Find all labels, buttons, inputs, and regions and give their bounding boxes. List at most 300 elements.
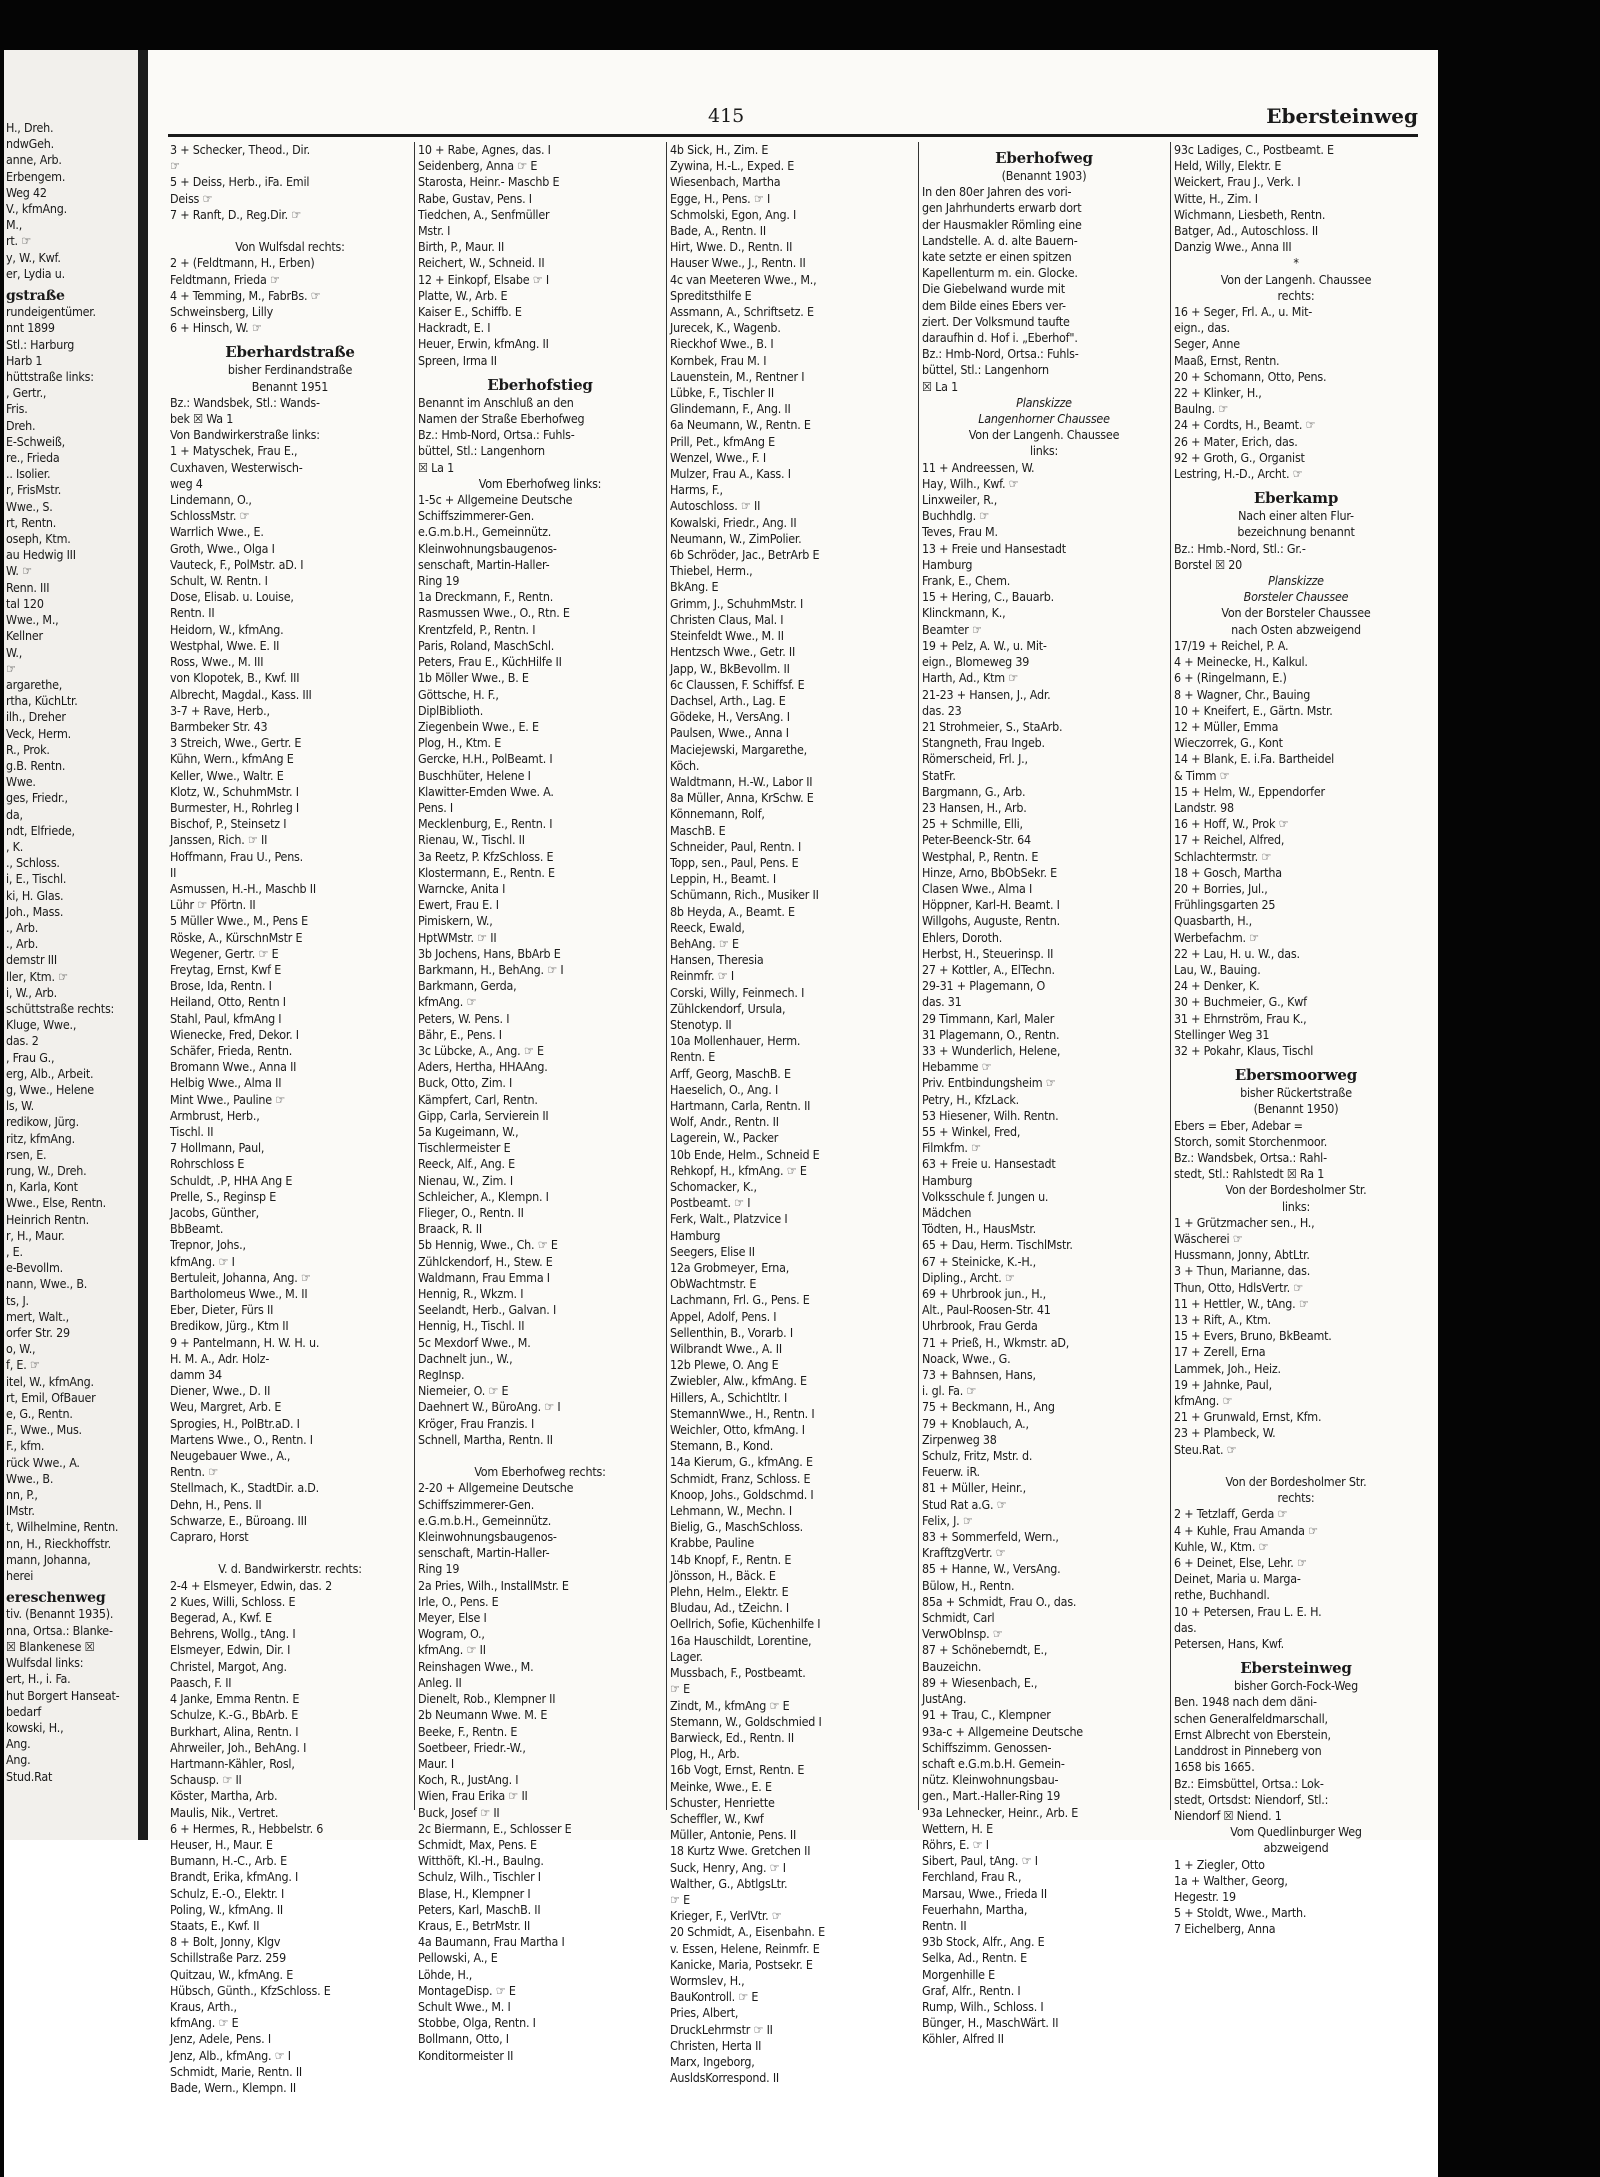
directory-entry: Schnell, Martha, Rentn. II (418, 1431, 553, 1447)
directory-entry: das. 2 (6, 1033, 39, 1049)
directory-entry: Die Giebelwand wurde mit (922, 281, 1065, 297)
directory-entry: Röske, A., KürschnMstr E (170, 929, 303, 945)
directory-entry: 26 + Mater, Erich, das. (1174, 433, 1298, 449)
directory-entry: .. Isolier. (6, 466, 51, 482)
directory-entry: 17 + Reichel, Alfred, (1174, 832, 1285, 848)
directory-entry: 2-20 + Allgemeine Deutsche (418, 1480, 574, 1496)
directory-entry: Birth, P., Maur. II (418, 239, 505, 255)
directory-entry: Sellenthin, B., Vorarb. I (670, 1324, 793, 1340)
directory-entry: kfmAng. ☞ E (170, 2015, 239, 2031)
directory-entry: 4a Baumann, Frau Martha I (418, 1934, 565, 1950)
directory-entry: 18 Kurtz Wwe. Gretchen II (670, 1843, 811, 1859)
directory-entry: Ring 19 (418, 1561, 460, 1577)
directory-entry: 14 + Blank, E. i.Fa. Bartheidel (1174, 751, 1335, 767)
directory-entry: 3 + Schecker, Theod., Dir. (170, 142, 311, 157)
directory-entry: Kuhle, W., Ktm. ☞ (1174, 1538, 1269, 1554)
directory-entry: Wien, Frau Erika ☞ II (418, 1788, 528, 1804)
directory-entry: 33 + Wunderlich, Helene, (922, 1042, 1061, 1058)
directory-entry: erg, Alb., Arbeit. (6, 1065, 94, 1081)
directory-entry: Hebamme ☞ (922, 1059, 992, 1075)
directory-entry: i, E., Tischl. (6, 871, 67, 887)
directory-entry: 8a Müller, Anna, KrSchw. E (670, 790, 814, 806)
directory-entry: Waldmann, Frau Emma I (418, 1269, 550, 1285)
directory-entry: Prill, Pet., kfmAng E (670, 433, 775, 449)
directory-entry: 1-5c + Allgemeine Deutsche (418, 492, 573, 508)
directory-entry: Capraro, Horst (170, 1529, 249, 1545)
directory-entry: Tödten, H., HausMstr. (922, 1221, 1036, 1237)
directory-entry: Bz.: Wandsbek, Stl.: Wands- (170, 394, 320, 410)
directory-entry: 87 + Schöneberndt, E., (922, 1642, 1048, 1658)
directory-entry: Buck, Josef ☞ II (418, 1804, 500, 1820)
directory-entry: Schiffszimmerer-Gen. (418, 508, 535, 524)
directory-entry: Sibert, Paul, tAng. ☞ I (922, 1853, 1038, 1869)
directory-entry: Lindemann, O., (170, 492, 252, 508)
directory-entry: Ross, Wwe., M. III (170, 654, 264, 670)
directory-entry: 27 + Kottler, A., ElTechn. (922, 961, 1055, 977)
directory-entry: MaschB. E (670, 822, 726, 838)
directory-entry: W., (6, 644, 23, 660)
directory-entry: Peter-Beenck-Str. 64 (922, 832, 1031, 848)
directory-entry: Seelandt, Herb., Galvan. I (418, 1302, 557, 1318)
directory-entry: , Frau G., (6, 1049, 55, 1065)
directory-entry: 9 + Pantelmann, H. W. H. u. (170, 1334, 320, 1350)
directory-entry: 6 + (Ringelmann, E.) (1174, 670, 1287, 686)
directory-entry (170, 223, 410, 239)
street-heading: Eberhofweg (995, 149, 1093, 167)
directory-entry: Hentzsch Wwe., Getr. II (670, 644, 796, 660)
directory-entry: der Hausmakler Römling eine (922, 216, 1082, 232)
directory-entry: ☒ La 1 (922, 378, 959, 394)
directory-entry: Asmussen, H.-H., Maschb II (170, 880, 316, 896)
directory-entry: 14b Knopf, F., Rentn. E (670, 1551, 792, 1567)
directory-entry: 10 + Kneifert, E., Gärtn. Mstr. (1174, 702, 1333, 718)
directory-entry: 1 + Matyschek, Frau E., (170, 443, 298, 459)
directory-entry: Koch, R., JustAng. I (418, 1772, 519, 1788)
directory-entry: 92 + Groth, G., Organist (1174, 449, 1305, 465)
directory-entry: au Hedwig III (6, 547, 76, 563)
directory-entry: Pimiskern, W., (418, 913, 493, 929)
directory-entry: Lau, W., Bauing. (1174, 961, 1261, 977)
directory-entry: Ang. (6, 1752, 31, 1768)
directory-entry: Stenotyp. II (670, 1016, 732, 1032)
directory-entry: Joh., Mass. (6, 903, 64, 919)
directory-entry: Burmester, H., Rohrleg I (170, 799, 299, 815)
directory-entry: Neugebauer Wwe., A., (170, 1448, 291, 1464)
directory-entry: 75 + Beckmann, H., Ang (922, 1399, 1055, 1415)
directory-entry: Bromann Wwe., Anna II (170, 1059, 297, 1075)
directory-entry: 10 + Petersen, Frau L. E. H. (1174, 1603, 1322, 1619)
column-divider (918, 142, 919, 1810)
directory-entry: rt, Rentn. (6, 514, 57, 530)
directory-entry: demstr III (6, 952, 57, 968)
directory-entry: Hegestr. 19 (1174, 1888, 1236, 1904)
directory-entry: 3-7 + Rave, Herb., (170, 702, 270, 718)
directory-entry: F., kfm. (6, 1438, 45, 1454)
directory-entry (170, 1545, 410, 1561)
directory-entry: Röhrs, E. ☞ I (922, 1836, 989, 1852)
directory-entry: 93a Lehnecker, Heinr., Arb. E (922, 1804, 1079, 1820)
directory-entry: 24 + Denker, K. (1174, 978, 1260, 994)
section-note: links: (1281, 1198, 1311, 1214)
directory-entry: Hennig, R., Wkzm. I (418, 1286, 524, 1302)
directory-entry: Plog, H., Arb. (670, 1746, 740, 1762)
directory-entry: 5 Müller Wwe., M., Pens E (170, 913, 308, 929)
directory-entry: Weu, Margret, Arb. E (170, 1399, 282, 1415)
directory-entry: , E. (6, 1244, 23, 1260)
directory-entry: V., kfmAng. (6, 201, 67, 217)
directory-entry: 71 + Prieß, H., Wkmstr. aD, (922, 1334, 1070, 1350)
directory-entry: Dachsel, Arth., Lag. E (670, 692, 786, 708)
directory-entry: Wettern, H. E (922, 1820, 993, 1836)
directory-entry: , K. (6, 838, 24, 854)
directory-entry: Sprogies, H., PolBtr.aD. I (170, 1415, 300, 1431)
directory-entry: Platte, W., Arb. E (418, 287, 508, 303)
directory-entry: das. 31 (922, 994, 962, 1010)
directory-entry: f, E. ☞ (6, 1357, 40, 1373)
directory-entry: gen., Mart.-Haller-Ring 19 (922, 1788, 1061, 1804)
directory-entry: ki, H. Glas. (6, 887, 64, 903)
directory-entry: Kapellenturm m. ein. Glocke. (922, 265, 1078, 281)
directory-entry: Niemeier, O. ☞ E (418, 1383, 509, 1399)
directory-entry: BauKontroll. ☞ E (670, 1989, 759, 2005)
directory-entry: büttel, Stl.: Langenhorn (922, 362, 1049, 378)
directory-entry: Ewert, Frau E. I (418, 897, 499, 913)
directory-entry: Lübke, F., Tischler II (670, 385, 774, 401)
directory-entry: Harb 1 (6, 352, 43, 368)
directory-entry: Bz.: Wandsbek, Ortsa.: Rahl- (1174, 1149, 1327, 1165)
directory-entry: Schweinsberg, Lilly (170, 304, 273, 320)
directory-entry: kate setzte er einen spitzen (922, 249, 1072, 265)
directory-entry: g.B. Rentn. (6, 757, 66, 773)
directory-entry: 14a Kierum, G., kfmAng. E (670, 1454, 813, 1470)
directory-entry: RegInsp. (418, 1367, 465, 1383)
directory-entry: Schomacker, K., (670, 1179, 757, 1194)
directory-entry: damm 34 (170, 1367, 222, 1383)
section-note: abzweigend (1263, 1840, 1329, 1856)
directory-entry: BkAng. E (670, 579, 719, 595)
directory-entry: Stud Rat a.G. ☞ (922, 1496, 1007, 1512)
directory-entry: Corski, Willy, Feinmech. I (670, 984, 805, 1000)
directory-entry: Schmidt, Max, Pens. E (418, 1836, 537, 1852)
directory-entry: Wormslev, H., (670, 1972, 745, 1988)
directory-entry: Lehmann, W., Mechn. I (670, 1503, 792, 1519)
directory-entry: Lühr ☞ Pförtn. II (170, 897, 256, 913)
directory-entry: Peters, Karl, MaschB. II (418, 1901, 541, 1917)
directory-entry: kfmAng. ☞ I (170, 1253, 235, 1269)
directory-entry: 1a Dreckmann, F., Rentn. (418, 589, 554, 605)
directory-entry: Janssen, Rich. ☞ II (170, 832, 268, 848)
directory-entry: Namen der Straße Eberhofweg (418, 411, 585, 427)
directory-entry: Filmkfm. ☞ (922, 1140, 981, 1156)
directory-entry: Kanicke, Maria, Postsekr. E (670, 1956, 813, 1972)
directory-entry: Burkhart, Alina, Rentn. I (170, 1723, 299, 1739)
directory-entry: e.G.m.b.H., Gemeinnütz. (418, 1512, 552, 1528)
directory-entry: 24 + Cordts, H., Beamt. ☞ (1174, 417, 1316, 433)
directory-entry: Jenz, Alb., kfmAng. ☞ I (170, 2047, 291, 2063)
directory-entry: 1 + Grützmacher sen., H., (1174, 1214, 1315, 1230)
directory-entry: ☞ (6, 660, 16, 676)
directory-entry: das. 23 (922, 702, 962, 718)
directory-column-1 (170, 142, 410, 2095)
directory-entry: 29-31 + Plagemann, O (922, 978, 1046, 994)
directory-entry: Thun, Otto, HdlsVertr. ☞ (1174, 1279, 1304, 1295)
directory-entry: Brandt, Erika, kfmAng. I (170, 1869, 299, 1885)
directory-entry: Wwe., M., (6, 612, 59, 628)
directory-entry: r, H., Maur. (6, 1227, 65, 1243)
directory-entry: Lager. (670, 1648, 703, 1664)
directory-entry: stedt, Stl.: Rahlstedt ☒ Ra 1 (1174, 1166, 1325, 1182)
directory-entry: Klostermann, E., Rentn. E (418, 864, 555, 880)
directory-entry: stedt, Ortsdst: Niendorf, Stl.: (1174, 1791, 1329, 1807)
directory-entry: Jenz, Adele, Pens. I (170, 2031, 271, 2047)
column-divider (1170, 142, 1171, 1810)
directory-entry: Paulsen, Wwe., Anna I (670, 725, 789, 741)
directory-entry: Bumann, H.-C., Arb. E (170, 1853, 287, 1869)
directory-entry: Heuser, H., Maur. E (170, 1836, 273, 1852)
directory-entry: Werbefachm. ☞ (1174, 929, 1259, 945)
directory-entry: nann, Wwe., B. (6, 1276, 88, 1292)
directory-entry: Christen Claus, Mal. I (670, 611, 784, 627)
directory-entry: Feldtmann, Frieda ☞ (170, 271, 280, 287)
directory-entry: Schulz, E.-O., Elektr. I (170, 1885, 285, 1901)
directory-entry: Kluge, Wwe., (6, 1017, 77, 1033)
section-note: Vom Eberhofweg rechts: (474, 1464, 606, 1480)
directory-entry: ., Arb. (6, 919, 39, 935)
directory-entry: Storch, somit Storchenmoor. (1174, 1133, 1328, 1149)
directory-entry: ert, H., i. Fa. (6, 1671, 71, 1687)
directory-entry: Topp, sen., Paul, Pens. E (670, 854, 799, 870)
directory-entry: 67 + Steinicke, K.-H., (922, 1253, 1036, 1269)
directory-entry: Hillers, A., Schichtltr. I (670, 1389, 788, 1405)
directory-entry: 93a-c + Allgemeine Deutsche (922, 1723, 1083, 1739)
directory-entry: Bünger, H., MaschWärt. II (922, 2015, 1059, 2031)
directory-entry: Albrecht, Magdal., Kass. III (170, 686, 312, 702)
directory-entry: ts, J. (6, 1292, 29, 1308)
directory-entry: Wogram, O., (418, 1626, 485, 1642)
directory-entry: 21 + Grunwald, Ernst, Kfm. (1174, 1409, 1322, 1425)
directory-entry: ges, Friedr., (6, 790, 68, 806)
directory-entry: 2 + Tetzlaff, Gerda ☞ (1174, 1506, 1288, 1522)
directory-entry: Meyer, Else I (418, 1610, 487, 1626)
directory-entry: 21 Strohmeier, S., StaArb. (922, 718, 1063, 734)
directory-entry: 12a Grobmeyer, Erna, (670, 1260, 790, 1276)
directory-entry: Lestring, H.-D., Archt. ☞ (1174, 466, 1303, 482)
directory-entry: Peters, W. Pens. I (418, 1010, 510, 1026)
directory-entry: Christen, Herta II (670, 2037, 762, 2053)
directory-entry: Linxweiler, R., (922, 492, 998, 508)
directory-entry: 1a + Walther, Georg, (1174, 1872, 1288, 1888)
directory-entry: Wolf, Andr., Rentn. II (670, 1114, 779, 1130)
directory-entry: Walther, G., AbtlgsLtr. (670, 1875, 788, 1891)
previous-page-column (6, 120, 136, 1785)
directory-entry: W. ☞ (6, 563, 32, 579)
directory-entry: ziert. Der Volksmund taufte (922, 313, 1070, 329)
directory-entry: Dehn, H., Pens. II (170, 1496, 262, 1512)
directory-entry: Buck, Otto, Zim. I (418, 1075, 513, 1091)
directory-entry: Cuxhaven, Westerwisch- (170, 459, 303, 475)
directory-entry: Anleg. II (418, 1674, 462, 1690)
directory-entry: Christel, Margot, Ang. (170, 1658, 287, 1674)
directory-entry: Mussbach, F., Postbeamt. (670, 1665, 806, 1681)
directory-entry: re., Frieda (6, 450, 60, 466)
directory-entry: Teves, Frau M. (922, 524, 998, 540)
directory-entry: Krieger, F., VerlVtr. ☞ (670, 1908, 782, 1924)
directory-entry: Hirt, Wwe. D., Rentn. II (670, 239, 793, 255)
directory-entry: Kühn, Wern., kfmAng E (170, 751, 294, 767)
street-heading: Eberhardstraße (225, 343, 355, 362)
directory-entry: Uhrbrook, Frau Gerda (922, 1318, 1038, 1334)
directory-entry: Starosta, Heinr.- Maschb E (418, 174, 560, 190)
directory-entry: 1b Möller Wwe., B. E (418, 670, 529, 686)
directory-entry: Wilbrandt Wwe., A. II (670, 1341, 782, 1357)
directory-entry: Tiedchen, A., Senfmüller (418, 206, 550, 222)
directory-entry: StatFr. (922, 767, 956, 783)
directory-entry: Stellmach, K., StadtDir. a.D. (170, 1480, 320, 1496)
directory-entry: Rentn. II (922, 1917, 967, 1933)
directory-entry: Schuldt, .P, HHA Ang E (170, 1172, 293, 1188)
directory-entry: Köster, Martha, Arb. (170, 1788, 278, 1804)
directory-entry: ☒ La 1 (418, 459, 455, 475)
directory-entry: Deinet, Maria u. Marga- (1174, 1571, 1301, 1587)
section-note: Von der Bordesholmer Str. (1225, 1182, 1367, 1198)
directory-entry: 65 + Dau, Herm. TischlMstr. (922, 1237, 1073, 1253)
directory-entry: Martens Wwe., O., Rentn. I (170, 1431, 313, 1447)
directory-entry: Wwe. (6, 774, 36, 790)
directory-entry: 10a Mollenhauer, Herm. (670, 1033, 801, 1049)
section-note: Vom Quedlinburger Weg (1230, 1824, 1362, 1840)
directory-entry: ☞ E (670, 1681, 690, 1697)
section-note: Benannt 1951 (251, 378, 329, 394)
directory-entry: Dose, Elisab. u. Louise, (170, 589, 294, 605)
directory-entry: 13 + Freie und Hansestadt (922, 540, 1066, 556)
directory-entry: itel, W., kfmAng. (6, 1373, 94, 1389)
directory-entry: 3a Reetz, P. KfzSchloss. E (418, 848, 554, 864)
directory-entry: Feuerhahn, Martha, (922, 1901, 1028, 1917)
directory-entry: Held, Willy, Elektr. E (1174, 158, 1282, 174)
directory-entry: Vauteck, F., PolMstr. aD. I (170, 556, 304, 572)
directory-entry: Schwarze, E., Büroang. III (170, 1512, 307, 1528)
directory-entry: Stud.Rat (6, 1768, 53, 1784)
directory-entry: Waldtmann, H.-W., Labor II (670, 773, 813, 789)
directory-entry: Schiffszimm. Genossen- (922, 1739, 1052, 1755)
directory-entry: Petry, H., KfzLack. (922, 1091, 1019, 1107)
directory-entry: Renn. III (6, 579, 50, 595)
directory-entry: orfer Str. 29 (6, 1325, 70, 1341)
directory-entry: Barwieck, Ed., Rentn. II (670, 1729, 794, 1745)
directory-entry: Hussmann, Jonny, AbtLtr. (1174, 1247, 1310, 1263)
directory-entry: 85a + Schmidt, Frau O., das. (922, 1593, 1077, 1609)
directory-entry (1174, 1458, 1418, 1474)
directory-entry: Krabbe, Pauline (670, 1535, 755, 1551)
directory-entry: 2-4 + Elsmeyer, Edwin, das. 2 (170, 1577, 332, 1593)
directory-entry: Schausp. ☞ II (170, 1772, 242, 1788)
directory-entry: 7 + Ranft, D., Reg.Dir. ☞ (170, 206, 302, 222)
directory-entry: 6c Claussen, F. Schiffsf. E (670, 676, 805, 692)
directory-entry: Ernst Albrecht von Eberstein, (1174, 1726, 1331, 1742)
directory-entry: 18 + Gosch, Martha (1174, 864, 1282, 880)
directory-entry: Deiss ☞ (170, 190, 213, 206)
directory-entry: Bauzeichn. (922, 1658, 982, 1674)
directory-entry: 81 + Müller, Heinr., (922, 1480, 1026, 1496)
directory-entry: Maaß, Ernst, Rentn. (1174, 352, 1280, 368)
directory-entry: Witthöft, Kl.-H., Baulng. (418, 1853, 544, 1869)
street-heading: Ebersteinweg (1240, 1659, 1352, 1678)
directory-entry: Bähr, E., Pens. I (418, 1026, 502, 1042)
directory-entry: 6 + Deinet, Else, Lehr. ☞ (1174, 1555, 1307, 1571)
directory-entry: Kowalski, Friedr., Ang. II (670, 514, 797, 530)
directory-entry: 20 + Schomann, Otto, Pens. (1174, 368, 1327, 384)
directory-entry: Köch. (670, 757, 700, 773)
directory-entry: t, Wilhelmine, Rentn. (6, 1519, 119, 1535)
directory-entry: Buchhdlg. ☞ (922, 508, 990, 524)
directory-entry: e-Bevollm. (6, 1260, 63, 1276)
directory-column-4 (922, 142, 1166, 2047)
directory-entry: 5a Kugeimann, W., (418, 1123, 519, 1139)
directory-entry: Bz.: Hmb-Nord, Ortsa.: Fuhls- (418, 427, 575, 443)
directory-entry: Köhler, Alfred II (922, 2031, 1004, 2047)
directory-entry: redikow, Jürg. (6, 1114, 79, 1130)
directory-entry: Schmolski, Egon, Ang. I (670, 206, 797, 222)
section-note: (Benannt 1903) (1001, 168, 1087, 183)
directory-entry: 22 + Klinker, H., (1174, 385, 1262, 401)
directory-entry: KrafftzgVertr. ☞ (922, 1545, 1006, 1561)
directory-entry: Hackradt, E. I (418, 320, 491, 336)
directory-entry: 23 + Plambeck, W. (1174, 1425, 1276, 1441)
section-note: Von Wulfsdal rechts: (235, 239, 345, 255)
directory-entry: Mint Wwe., Pauline ☞ (170, 1091, 286, 1107)
directory-entry: Barmbeker Str. 43 (170, 718, 268, 734)
directory-entry: Kraus, Arth., (170, 1998, 237, 2014)
directory-entry: Jurecek, K., Wagenb. (670, 320, 781, 336)
directory-entry: Schmidt, Marie, Rentn. II (170, 2063, 303, 2079)
directory-entry: Heidorn, W., kfmAng. (170, 621, 284, 637)
directory-entry: Groth, Wwe., Olga I (170, 540, 275, 556)
directory-entry: Rehkopf, H., kfmAng. ☞ E (670, 1162, 807, 1178)
directory-entry: lMstr. (6, 1503, 35, 1519)
directory-entry: das. (1174, 1619, 1197, 1635)
directory-entry: Pries, Albert, (670, 2005, 739, 2021)
street-heading: ereschenweg (6, 1590, 106, 1607)
directory-entry: Bludau, Ad., tZeichn. I (670, 1600, 789, 1616)
directory-entry: Feuerw. iR. (922, 1464, 980, 1480)
directory-entry: Morgenhille E (922, 1966, 996, 1982)
directory-entry: Mecklenburg, E., Rentn. I (418, 816, 553, 832)
directory-entry: Fris. (6, 401, 28, 417)
directory-entry: kfmAng. ☞ (418, 994, 477, 1010)
directory-entry: nn, H., Rieckhoffstr. (6, 1535, 111, 1551)
directory-entry: Braack, R. II (418, 1221, 482, 1237)
directory-entry: StemannWwe., H., Rentn. I (670, 1405, 815, 1421)
section-note: rechts: (1277, 287, 1315, 303)
directory-entry: Eber, Dieter, Fürs II (170, 1302, 274, 1318)
directory-entry: kowski, H., (6, 1719, 64, 1735)
directory-entry: Brose, Ida, Rentn. I (170, 978, 272, 994)
directory-entry: 1 + Ziegler, Otto (1174, 1856, 1265, 1872)
directory-entry: rung, W., Dreh. (6, 1163, 87, 1178)
directory-entry: Schmidt, Franz, Schloss. E (670, 1470, 811, 1486)
directory-entry: Rentn. ☞ (170, 1464, 219, 1480)
directory-entry: Kleinwohnungsbaugenos- (418, 1529, 557, 1545)
directory-entry: Mädchen (922, 1205, 972, 1220)
directory-entry: Weickert, Frau J., Verk. I (1174, 174, 1301, 190)
directory-entry: Bade, Wern., Klempn. II (170, 2079, 297, 2095)
directory-entry: Jönsson, H., Bäck. E (670, 1567, 776, 1583)
map-note: Borsteler Chaussee (1243, 589, 1349, 605)
directory-entry: y, W., Kwf. (6, 249, 61, 265)
directory-entry: Knoop, Johs., Goldschmd. I (670, 1486, 814, 1502)
directory-entry: Bielig, G., MaschSchloss. (670, 1519, 804, 1535)
directory-entry: Schulz, Fritz, Mstr. d. (922, 1448, 1033, 1464)
